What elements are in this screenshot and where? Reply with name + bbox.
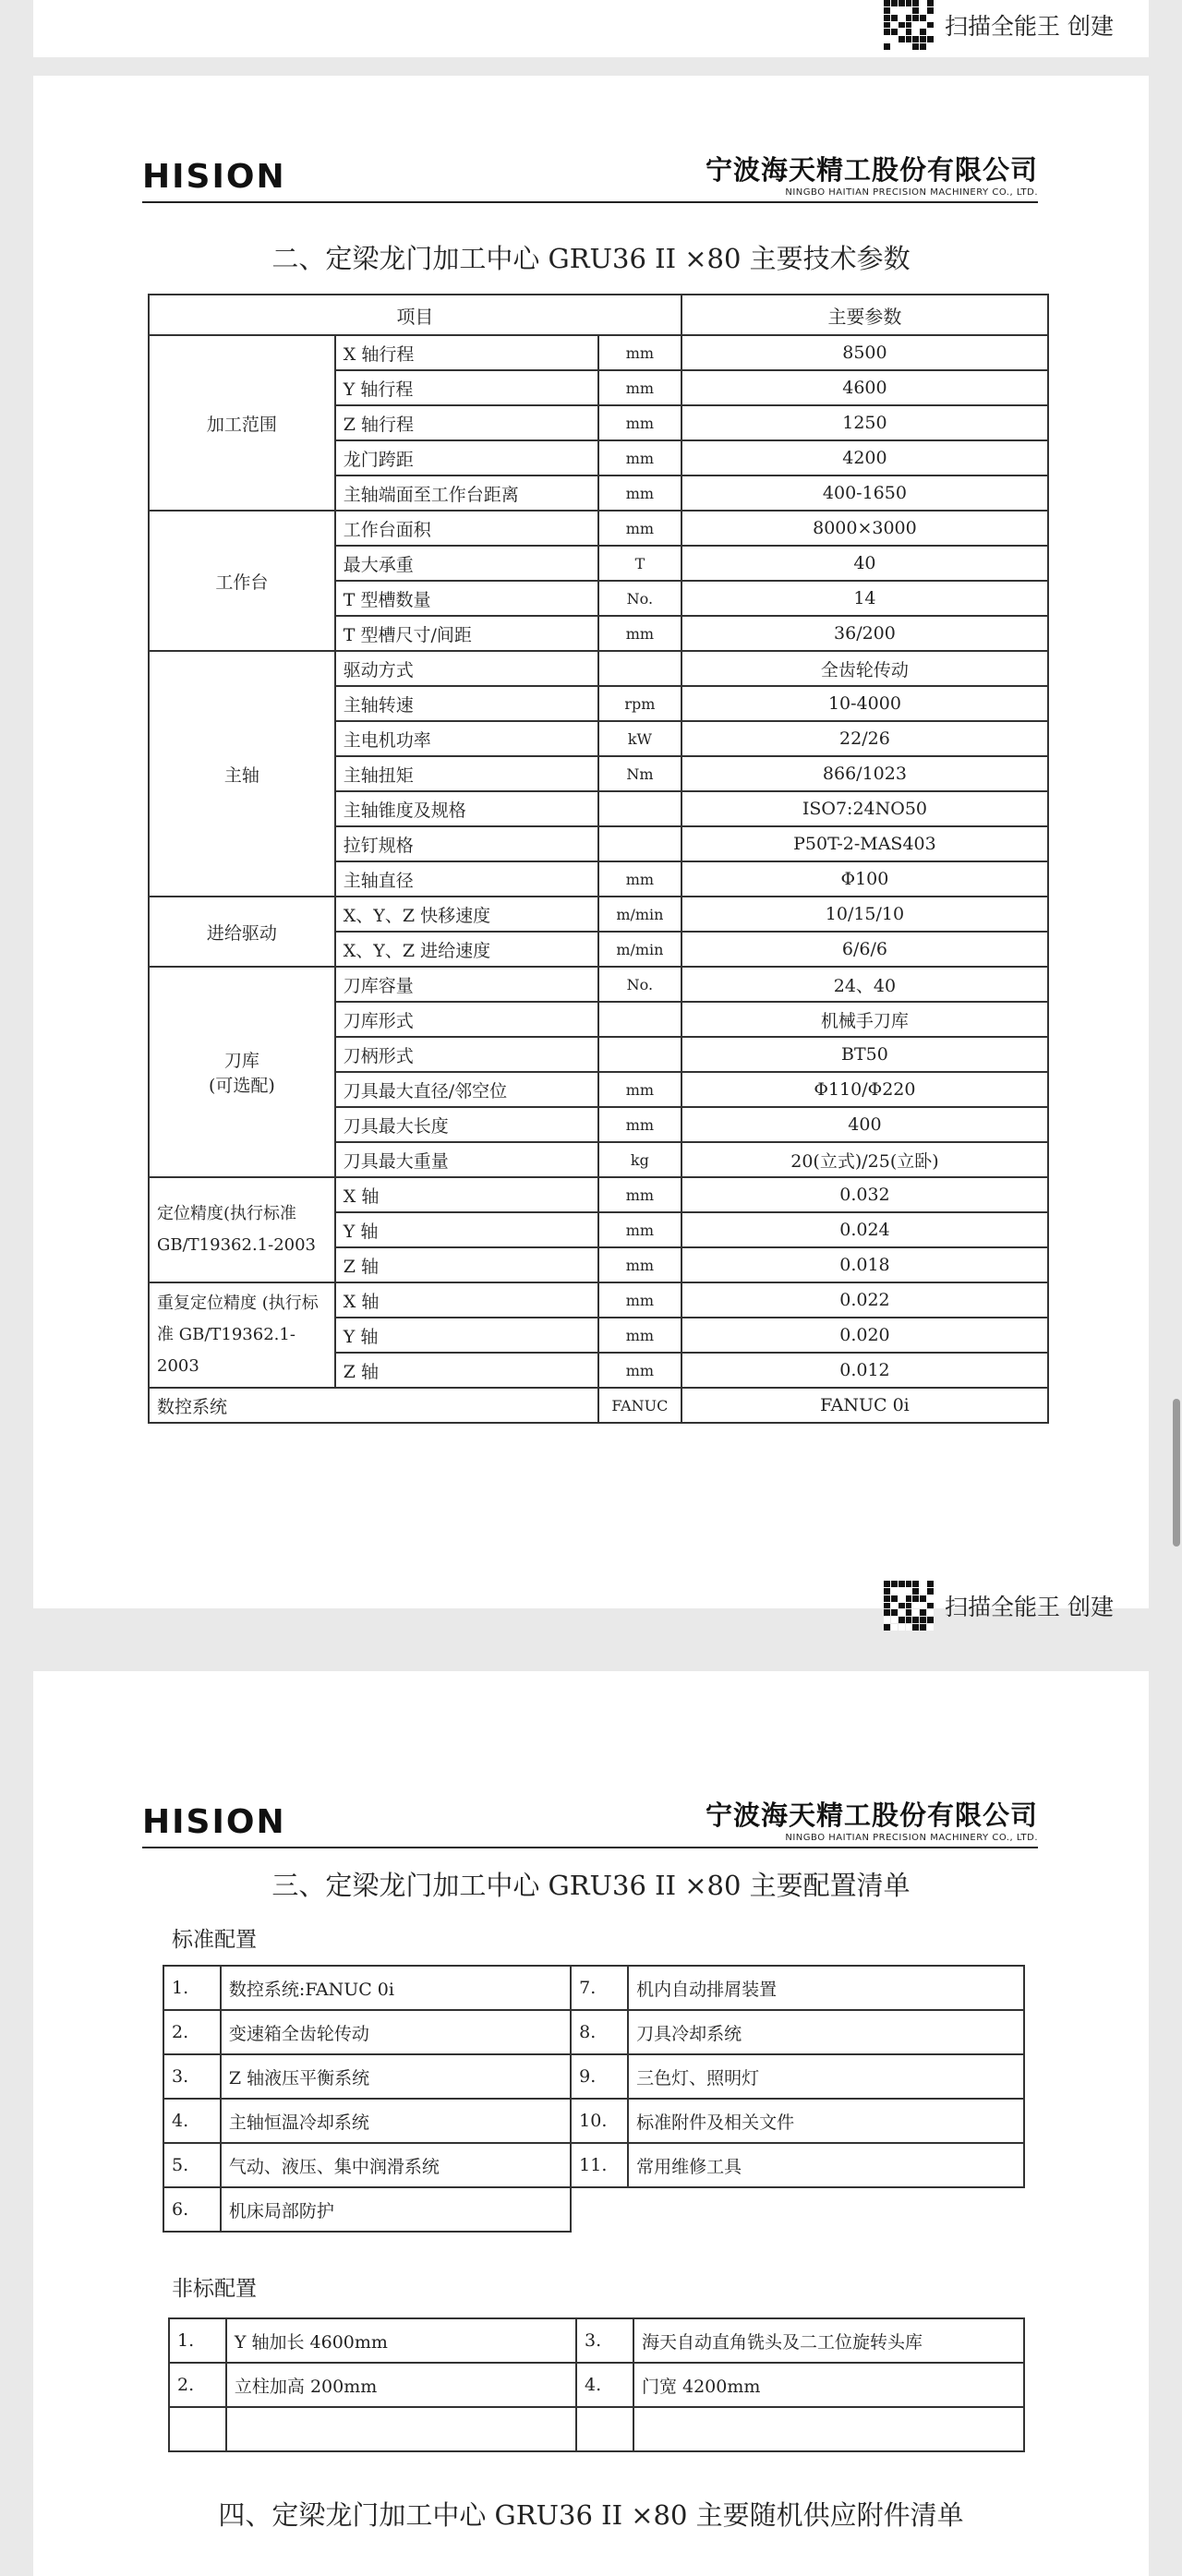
spec-item: 主轴锥度及规格 xyxy=(335,791,598,826)
scan-watermark-label: 扫描全能王 创建 xyxy=(945,13,1114,40)
spec-row-cnc xyxy=(149,1388,1048,1423)
spec-unit: FANUC xyxy=(598,1388,681,1423)
spec-value: FANUC 0i xyxy=(681,1388,1048,1423)
spec-value: 6/6/6 xyxy=(681,932,1048,967)
empty-cell xyxy=(633,2407,1024,2451)
spec-value: 8500 xyxy=(681,335,1048,370)
item-text: 海天自动直角铣头及二工位旋转头库 xyxy=(633,2318,1024,2363)
spec-item: X、Y、Z 快移速度 xyxy=(335,897,598,932)
item-text: 门宽 4200mm xyxy=(633,2363,1024,2407)
standard-config-row xyxy=(163,2054,1024,2099)
spec-unit: mm xyxy=(598,370,681,405)
item-text: 刀具冷却系统 xyxy=(628,2010,1024,2054)
spec-value: 1250 xyxy=(681,405,1048,440)
spec-value: 0.020 xyxy=(681,1318,1048,1353)
spec-item: Z 轴 xyxy=(335,1247,598,1282)
item-number: 8. xyxy=(571,2010,628,2054)
empty-cell xyxy=(169,2407,226,2451)
item-number: 4. xyxy=(576,2363,633,2407)
spec-item: 主轴直径 xyxy=(335,861,598,897)
spec-unit: mm xyxy=(598,511,681,546)
spec-group-label: 重复定位精度 (执行标准 GB/T19362.1-2003 xyxy=(149,1282,335,1388)
spec-value: 20(立式)/25(立卧) xyxy=(681,1142,1048,1177)
empty-cell xyxy=(571,2187,628,2232)
spec-item: 主电机功率 xyxy=(335,721,598,756)
spec-item: 刀具最大长度 xyxy=(335,1107,598,1142)
spec-unit: mm xyxy=(598,861,681,897)
spec-value: 24、40 xyxy=(681,967,1048,1002)
spec-unit xyxy=(598,651,681,686)
spec-item: 刀柄形式 xyxy=(335,1037,598,1072)
spec-unit: mm xyxy=(598,335,681,370)
company-name xyxy=(706,1795,1038,1843)
spec-row xyxy=(149,897,1048,932)
spec-value: ISO7:24NO50 xyxy=(681,791,1048,826)
scrollbar[interactable] xyxy=(1173,1399,1180,1547)
item-text: Z 轴液压平衡系统 xyxy=(221,2054,571,2099)
nonstandard-config-label: 非标配置 xyxy=(172,2277,257,2301)
spec-unit: mm xyxy=(598,1072,681,1107)
spec-value: 0.022 xyxy=(681,1282,1048,1318)
spec-unit: mm xyxy=(598,475,681,511)
spec-item: 刀库容量 xyxy=(335,967,598,1002)
spec-item: X 轴 xyxy=(335,1177,598,1212)
standard-config-row xyxy=(163,1966,1024,2010)
nonstandard-config-table xyxy=(168,2317,1025,2452)
spec-value: 0.012 xyxy=(681,1353,1048,1388)
standard-config-row xyxy=(163,2187,1024,2232)
spec-unit: kg xyxy=(598,1142,681,1177)
spec-unit: mm xyxy=(598,1282,681,1318)
spec-unit: m/min xyxy=(598,897,681,932)
item-number: 2. xyxy=(163,2010,221,2054)
spec-item: 驱动方式 xyxy=(335,651,598,686)
spec-unit: mm xyxy=(598,1353,681,1388)
spec-unit: mm xyxy=(598,440,681,475)
spec-unit: mm xyxy=(598,405,681,440)
nonstandard-config-row xyxy=(169,2363,1024,2407)
spec-item: 主轴端面至工作台距离 xyxy=(335,475,598,511)
spec-row xyxy=(149,967,1048,1002)
spec-item: 工作台面积 xyxy=(335,511,598,546)
standard-config-row xyxy=(163,2099,1024,2143)
spec-unit: rpm xyxy=(598,686,681,721)
spec-row xyxy=(149,1177,1048,1212)
col-header-param: 主要参数 xyxy=(681,295,1048,335)
spec-value: 4200 xyxy=(681,440,1048,475)
spec-row xyxy=(149,511,1048,546)
item-number: 2. xyxy=(169,2363,226,2407)
spec-value: 866/1023 xyxy=(681,756,1048,791)
standard-config-label: 标准配置 xyxy=(172,1928,257,1952)
spec-value: 0.018 xyxy=(681,1247,1048,1282)
spec-group-label: 主轴 xyxy=(149,651,335,897)
company-name xyxy=(706,150,1038,198)
spec-table xyxy=(148,294,1049,1424)
spec-group-label: 定位精度(执行标准 GB/T19362.1-2003 xyxy=(149,1177,335,1282)
col-header-item: 项目 xyxy=(149,295,681,335)
item-text: 数控系统:FANUC 0i xyxy=(221,1966,571,2010)
spec-value: BT50 xyxy=(681,1037,1048,1072)
spec-unit: No. xyxy=(598,581,681,616)
spec-item: Z 轴 xyxy=(335,1353,598,1388)
spec-value: Φ110/Φ220 xyxy=(681,1072,1048,1107)
spec-item: 主轴转速 xyxy=(335,686,598,721)
empty-cell xyxy=(628,2187,1024,2232)
letterhead xyxy=(142,148,1038,203)
spec-value: 400-1650 xyxy=(681,475,1048,511)
spec-value: 0.024 xyxy=(681,1212,1048,1247)
spec-value: 8000×3000 xyxy=(681,511,1048,546)
spec-row xyxy=(149,335,1048,370)
spec-item: X 轴 xyxy=(335,1282,598,1318)
spec-item: 拉钉规格 xyxy=(335,826,598,861)
spec-value: 10/15/10 xyxy=(681,897,1048,932)
spec-value: 10-4000 xyxy=(681,686,1048,721)
empty-cell xyxy=(226,2407,576,2451)
spec-unit: Nm xyxy=(598,756,681,791)
spec-unit: mm xyxy=(598,1212,681,1247)
company-name-en: NINGBO HAITIAN PRECISION MACHINERY CO., LTD. xyxy=(785,1833,1038,1843)
item-number: 10. xyxy=(571,2099,628,2143)
item-text: 三色灯、照明灯 xyxy=(628,2054,1024,2099)
spec-item: 龙门跨距 xyxy=(335,440,598,475)
standard-config-table xyxy=(163,1965,1025,2233)
hision-logo: HISION xyxy=(142,1803,286,1841)
spec-value: 40 xyxy=(681,546,1048,581)
spec-item: Y 轴 xyxy=(335,1212,598,1247)
spec-value: 36/200 xyxy=(681,616,1048,651)
spec-value: 全齿轮传动 xyxy=(681,651,1048,686)
spec-item: 刀具最大重量 xyxy=(335,1142,598,1177)
item-text: 主轴恒温冷却系统 xyxy=(221,2099,571,2143)
item-number: 3. xyxy=(163,2054,221,2099)
item-text: 常用维修工具 xyxy=(628,2143,1024,2187)
spec-header-row xyxy=(149,295,1048,335)
scan-watermark xyxy=(884,0,1114,50)
spec-value: 14 xyxy=(681,581,1048,616)
qr-code-icon xyxy=(884,0,934,50)
spec-item: 主轴扭矩 xyxy=(335,756,598,791)
page-3 xyxy=(33,1671,1149,2576)
item-text: 立柱加高 200mm xyxy=(226,2363,576,2407)
spec-item: X、Y、Z 进给速度 xyxy=(335,932,598,967)
qr-code-icon xyxy=(884,1581,934,1631)
spec-group-label: 工作台 xyxy=(149,511,335,651)
hision-logo: HISION xyxy=(142,158,286,196)
item-number: 5. xyxy=(163,2143,221,2187)
item-text: Y 轴加长 4600mm xyxy=(226,2318,576,2363)
spec-title: 二、定梁龙门加工中心 GRU36 II ×80 主要技术参数 xyxy=(271,243,911,274)
spec-unit: mm xyxy=(598,616,681,651)
spec-unit xyxy=(598,1037,681,1072)
spec-unit xyxy=(598,826,681,861)
spec-value: 机械手刀库 xyxy=(681,1002,1048,1037)
item-text: 机内自动排屑装置 xyxy=(628,1966,1024,2010)
scan-watermark-2 xyxy=(884,1581,1114,1631)
spec-value: 0.032 xyxy=(681,1177,1048,1212)
spec-unit xyxy=(598,791,681,826)
spec-item: 刀具最大直径/邻空位 xyxy=(335,1072,598,1107)
scan-watermark-label: 扫描全能王 创建 xyxy=(945,1594,1114,1620)
accessories-title: 四、定梁龙门加工中心 GRU36 II ×80 主要随机供应附件清单 xyxy=(218,2499,964,2531)
spec-item: 刀库形式 xyxy=(335,1002,598,1037)
company-name-cn: 宁波海天精工股份有限公司 xyxy=(705,1800,1038,1831)
spec-value: Φ100 xyxy=(681,861,1048,897)
item-text: 气动、液压、集中润滑系统 xyxy=(221,2143,571,2187)
spec-unit: kW xyxy=(598,721,681,756)
spec-row xyxy=(149,651,1048,686)
item-text: 变速箱全齿轮传动 xyxy=(221,2010,571,2054)
nonstandard-config-row xyxy=(169,2318,1024,2363)
item-number: 1. xyxy=(169,2318,226,2363)
spec-unit: mm xyxy=(598,1177,681,1212)
spec-unit: No. xyxy=(598,967,681,1002)
spec-item: 数控系统 xyxy=(149,1388,598,1423)
item-number: 4. xyxy=(163,2099,221,2143)
letterhead xyxy=(142,1793,1038,1848)
spec-row xyxy=(149,1282,1048,1318)
spec-item: Y 轴行程 xyxy=(335,370,598,405)
spec-item: Z 轴行程 xyxy=(335,405,598,440)
item-number: 3. xyxy=(576,2318,633,2363)
spec-value: 400 xyxy=(681,1107,1048,1142)
item-number: 6. xyxy=(163,2187,221,2232)
spec-value: 4600 xyxy=(681,370,1048,405)
item-number: 7. xyxy=(571,1966,628,2010)
spec-item: X 轴行程 xyxy=(335,335,598,370)
standard-config-row xyxy=(163,2143,1024,2187)
spec-item: Y 轴 xyxy=(335,1318,598,1353)
item-text: 机床局部防护 xyxy=(221,2187,571,2232)
spec-unit xyxy=(598,1002,681,1037)
spec-item: T 型槽尺寸/间距 xyxy=(335,616,598,651)
spec-unit: mm xyxy=(598,1247,681,1282)
spec-value: P50T-2-MAS403 xyxy=(681,826,1048,861)
item-number: 9. xyxy=(571,2054,628,2099)
spec-group-label: 进给驱动 xyxy=(149,897,335,967)
spec-unit: mm xyxy=(598,1107,681,1142)
company-name-en: NINGBO HAITIAN PRECISION MACHINERY CO., LTD. xyxy=(785,187,1038,198)
config-title: 三、定梁龙门加工中心 GRU36 II ×80 主要配置清单 xyxy=(271,1870,911,1901)
page-1 xyxy=(33,0,1149,57)
page-2 xyxy=(33,76,1149,1620)
nonstandard-config-row xyxy=(169,2407,1024,2451)
spec-group-label: 加工范围 xyxy=(149,335,335,511)
spec-unit: mm xyxy=(598,1318,681,1353)
spec-unit: T xyxy=(598,546,681,581)
item-number: 1. xyxy=(163,1966,221,2010)
spec-value: 22/26 xyxy=(681,721,1048,756)
item-number: 11. xyxy=(571,2143,628,2187)
standard-config-row xyxy=(163,2010,1024,2054)
spec-item: 最大承重 xyxy=(335,546,598,581)
spec-group-label: 刀库 (可选配) xyxy=(149,967,335,1177)
spec-unit: m/min xyxy=(598,932,681,967)
empty-cell xyxy=(576,2407,633,2451)
spec-item: T 型槽数量 xyxy=(335,581,598,616)
item-text: 标准附件及相关文件 xyxy=(628,2099,1024,2143)
company-name-cn: 宁波海天精工股份有限公司 xyxy=(705,154,1038,186)
